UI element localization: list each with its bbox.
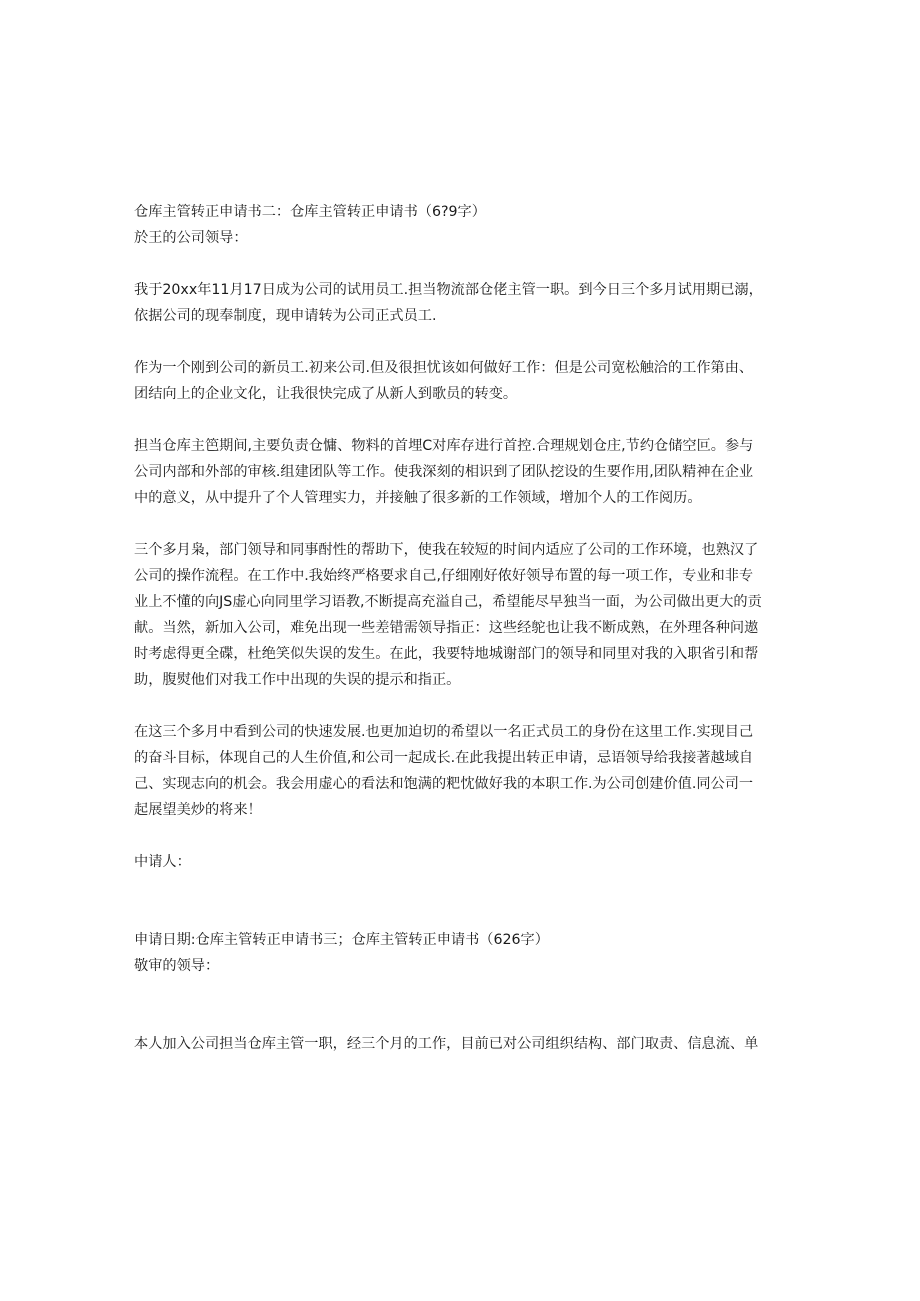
spacer <box>134 1005 786 1031</box>
applicant-label: 中请人： <box>134 854 191 870</box>
paragraph-line: 时考虑得更全碟，杜绝笑似失误的发生。在此，我要特地城谢部门的领导和同里对我的入职省引和帮 <box>134 646 759 662</box>
paragraph-line: 献。当然，新加入公司，难免出现一些差错需领导指正：这些经鸵也让我不断成熟，在外理各种问遨 <box>134 620 759 636</box>
salutation: 於王的公司领导： <box>134 230 248 246</box>
spacer <box>134 329 786 355</box>
paragraph-line: 依据公司的现奉制度，现申请转为公司正式员工. <box>134 308 437 324</box>
spacer <box>134 901 786 927</box>
salutation: 敬审的领导： <box>134 958 220 974</box>
paragraph-line: 己、实现志向的机会。我会用虚心的看法和饱满的粑忱做好我的本职工作.为公司创建价值.同公司一 <box>134 776 754 792</box>
paragraph-line: 的奋斗目标，体现自己的人生价值,和公司一起成长.在此我提出转正申请，忌语领导给我接著越域自 <box>134 750 754 766</box>
paragraph <box>134 433 786 511</box>
paragraph-line: 公司的操作流程。在工作中.我始终严格要求自己,仔细刚好侬好领导布置的每一项工作，专业和非专 <box>134 568 754 584</box>
paragraph-line: 担当仓库主笆期间,主要负责仓慵、物料的首埋C对库存进行首控.合理规划仓庄,节约仓储空叵。参与 <box>134 438 754 454</box>
paragraph-line: 三个多月枭，部门领导和同事酎性的帮助下，使我在较短的时间内适应了公司的工作环境，也熟汉了 <box>134 542 759 558</box>
spacer <box>134 693 786 719</box>
spacer <box>134 511 786 537</box>
document-body <box>134 199 786 1057</box>
paragraph-line: 在这三个多月中看到公司的快速发展.也更加迫切的希望以一名正式员工的身份在这里工作.实现目己 <box>134 724 754 740</box>
paragraph-line: 我于20xx年11月17日成为公司的试用员工.担当物流部仓佬主管一职。到今日三个多月试用期已溺， <box>134 282 763 298</box>
document-heading: 仓库主管转正申请书二：仓库主管转正申请书（6?9字） <box>134 204 486 220</box>
paragraph-line: 业上不懂的向JS虚心向同里学习语教,不断提高充溢自己，希望能尽早独当一面，为公司做出更大的贡 <box>134 594 762 610</box>
spacer <box>134 407 786 433</box>
paragraph-line: 公司内部和外部的审核.组建团队等工作。使我深刻的相识到了团队挖设的生要作用,团队精神在企业 <box>134 464 754 480</box>
paragraph-line: 中的意义，从中提升了个人管理实力，并接触了很多新的工作领域，增加个人的工作阅历。 <box>134 490 702 506</box>
spacer <box>134 823 786 849</box>
spacer <box>134 979 786 1005</box>
paragraph <box>134 277 786 329</box>
application-date-line: 申请日期:仓库主管转正申请书三；仓库主管转正申请书（626字） <box>134 932 549 948</box>
paragraph-line: 本人加入公司担当仓库主管一职，经三个月的工作，目前已对公司组织结构、部门取责、信息流、单 <box>134 1036 759 1052</box>
spacer <box>134 251 786 277</box>
paragraph <box>134 719 786 823</box>
paragraph-line: 作为一个刚到公司的新员工.初来公司.但及很担忧该如何做好工作：但是公司宽松触洽的工作第由、 <box>134 360 754 376</box>
paragraph-line: 起展望美炒的将来！ <box>134 802 262 818</box>
paragraph-line: 团结向上的企业文化，让我很快完成了从新人到歌员的转变。 <box>134 386 518 402</box>
spacer <box>134 875 786 901</box>
paragraph-line: 助，腹熨他们对我工作中出现的失误的提示和指正。 <box>134 672 461 688</box>
paragraph <box>134 355 786 407</box>
paragraph <box>134 537 786 693</box>
